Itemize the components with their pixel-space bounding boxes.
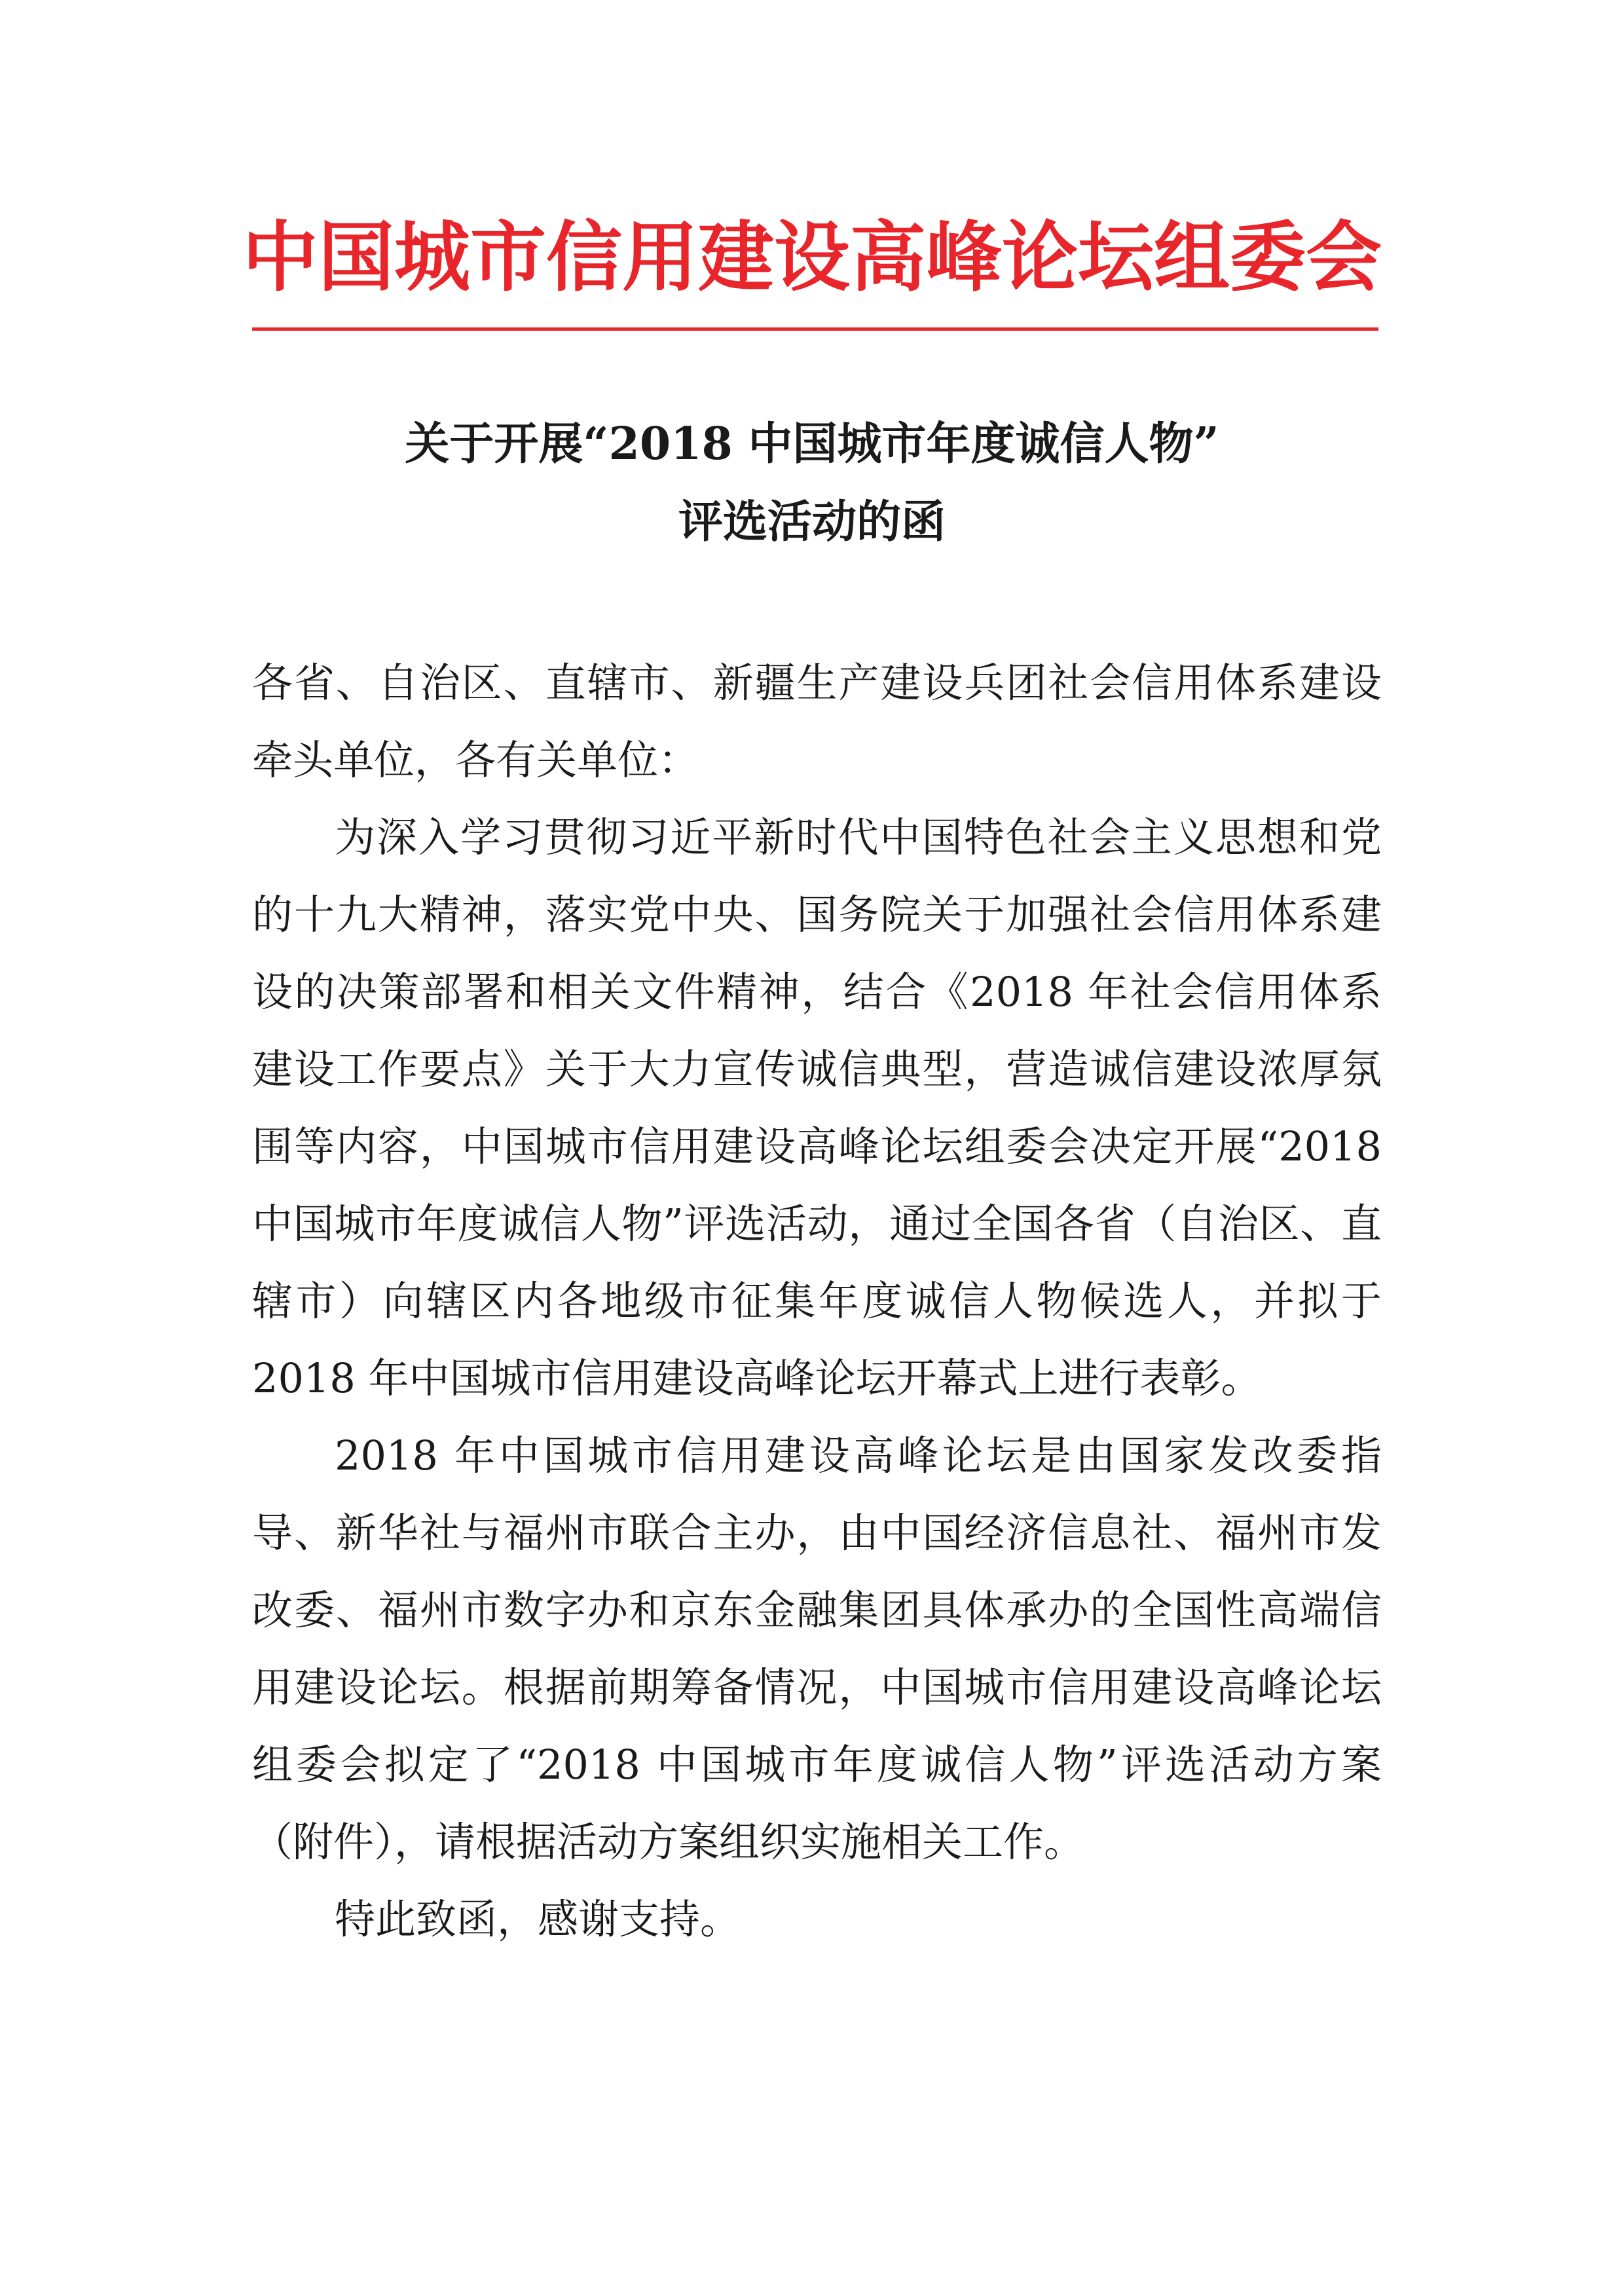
body-paragraph: 2018 年中国城市信用建设高峰论坛是由国家发改委指导、新华社与福州市联合主办，由中国经济信息社、福州市发改委、福州市数字办和京东金融集团具体承办的全国性高端信用建设论坛。根据前期筹备情况，中国城市信用建设高峰论坛组委会拟定了“2018 中国城市年度诚信人物”评选活动方案（附件），请根据活动方案组织实施相关工作。 — [252, 1432, 1382, 1866]
letterhead-title: 中国城市信用建设高峰论坛组委会 — [242, 213, 1382, 302]
letterhead-divider — [252, 327, 1378, 331]
body-paragraph: 为深入学习贯彻习近平新时代中国特色社会主义思想和党的十九大精神，落实党中央、国务院关于加强社会信用体系建设的决策部署和相关文件精神，结合《2018 年社会信用体系建设工作要点》关于大力宣传诚信典型，营造诚信建设浓厚氛围等内容，中国城市信用建设高峰论坛组委会决定开展“2018 中国城市年度诚信人物”评选活动，通过全国各省（自治区、直辖市）向辖区内各地级市征集年度诚信人物候选人，并拟于 2018 年中国城市信用建设高峰论坛开幕式上进行表彰。 — [252, 813, 1382, 1402]
document-body — [252, 644, 1382, 1958]
closing-paragraph: 特此致函，感谢支持。 — [335, 1895, 741, 1943]
document-title-line-2: 评选活动的函 — [678, 496, 946, 548]
document-title-line-1: 关于开展“2018 中国城市年度诚信人物” — [405, 418, 1219, 470]
salutation: 各省、自治区、直辖市、新疆生产建设兵团社会信用体系建设牵头单位，各有关单位： — [252, 659, 1382, 784]
